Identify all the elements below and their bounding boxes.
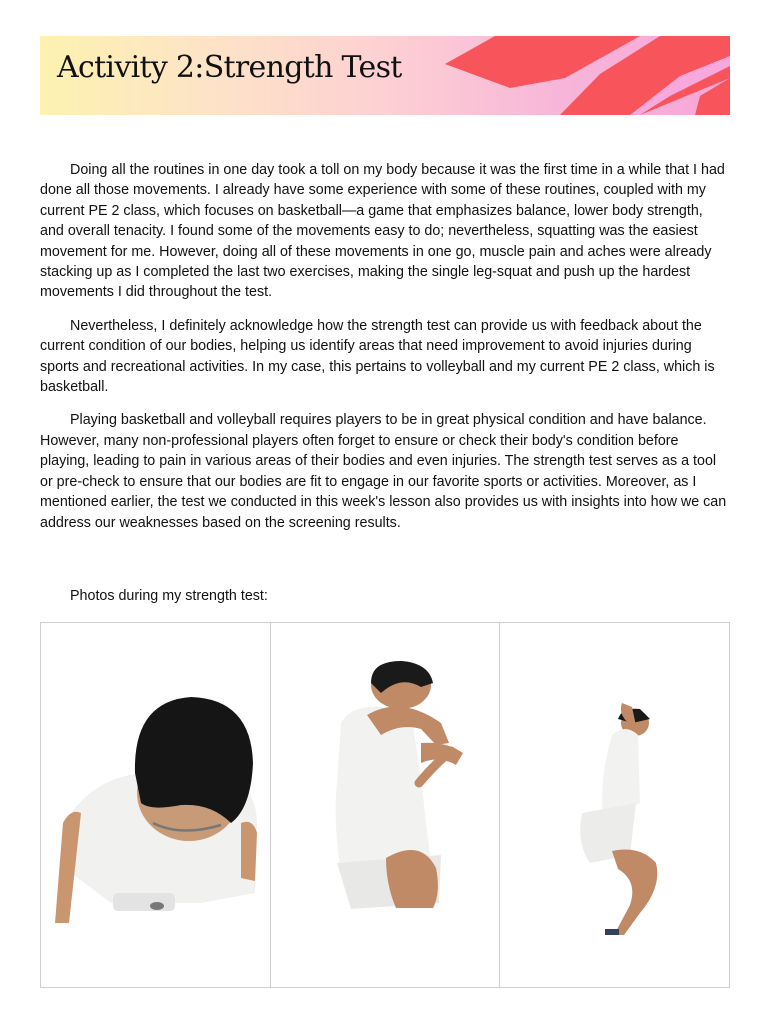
essay-body (40, 160, 730, 546)
photo-grid (40, 622, 730, 988)
squat-illustration (500, 623, 728, 987)
photos-caption: Photos during my strength test: (70, 588, 268, 604)
photo-single-leg-squat (271, 623, 501, 987)
photo-squat (500, 623, 729, 987)
single-leg-squat-illustration (271, 623, 499, 987)
header-banner (40, 36, 730, 115)
paragraph-3: Playing basketball and volleyball requires players to be in great physical condition and have balance. However, many non-professional players often forget to ensure or check their body's condition before playing, leading to pain in various areas of their bodies and even injuries. The strength test serves as a tool or pre-check to ensure that our bodies are fit to engage in our favorite sports or activities. Moreover, as I mentioned earlier, the test we conducted in this week's lesson also provides us with insights into how we can address our weaknesses based on the screening results. (40, 412, 727, 531)
paragraph-1: Doing all the routines in one day took a toll on my body because it was the first time in a while that I had done all those movements. I already have some experience with some of these routines, coupled with my current PE 2 class, which focuses on basketball—a game that emphasizes balance, lower body strength, and overall tenacity. I found some of the movements easy to do; nevertheless, squatting was the easiest movement for me. However, doing all of these movements in one go, muscle pain and aches were already stacking up as I completed the last two exercises, making the single leg-squat and push up the hardest movements I did throughout the test. (40, 162, 725, 301)
push-up-illustration (41, 623, 269, 987)
page-title: Activity 2:Strength Test (57, 50, 402, 85)
photo-push-up (41, 623, 271, 987)
paragraph-2: Nevertheless, I definitely acknowledge how the strength test can provide us with feedback about the current condition of our bodies, helping us identify areas that need improvement to avoid injuries during sports and recreational activities. In my case, this pertains to volleyball and my current PE 2 class, which is basketball. (40, 317, 715, 396)
